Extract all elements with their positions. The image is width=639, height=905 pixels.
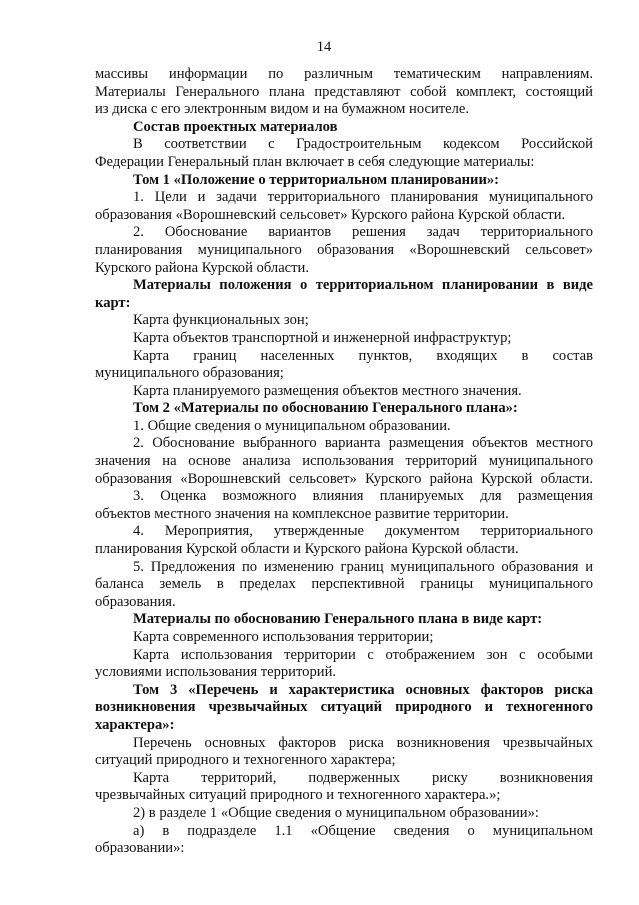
- text-line: образовании»:: [95, 840, 185, 857]
- page-number: 14: [316, 39, 332, 55]
- heading-line: характера»:: [95, 716, 175, 733]
- text-line: Карта планируемого размещения объектов местного значения.: [133, 382, 522, 399]
- heading-line: Материалы по обоснованию Генерального плана в виде карт:: [133, 611, 543, 628]
- text-line: образования «Ворошневский сельсовет» Курского района Курской области.: [95, 206, 566, 223]
- text-line: Перечень основных факторов риска возникновения чрезвычайных: [133, 734, 593, 751]
- text-line: а) в подразделе 1.1 «Общение сведения о муниципальном: [133, 822, 593, 839]
- heading-line: Материалы положения о территориальном планировании в виде: [133, 277, 593, 294]
- text-line: 1. Цели и задачи территориального планирования муниципального: [133, 189, 593, 206]
- heading-line: Том 3 «Перечень и характеристика основных факторов риска: [133, 681, 593, 698]
- text-line: образования «Ворошневский сельсовет» Курского района Курской области.: [95, 470, 593, 487]
- text-line: 2. Обоснование вариантов решения задач территориального: [133, 224, 593, 241]
- text-line: баланса земель в пределах перспективной границы муниципального: [95, 576, 593, 593]
- text-line: Карта использования территории с отображением зон с особыми: [133, 646, 593, 663]
- text-line: ситуаций природного и техногенного характера;: [95, 752, 396, 769]
- text-line: Курского района Курской области.: [95, 259, 309, 276]
- heading-line: карт:: [95, 294, 131, 311]
- text-line: Карта территорий, подверженных риску возникновения: [133, 769, 593, 786]
- text-line: Карта функциональных зон;: [133, 312, 309, 329]
- heading-line: Состав проектных материалов: [133, 118, 338, 135]
- heading-line: возникновения чрезвычайных ситуаций природного и техногенного: [95, 699, 593, 716]
- text-line: Карта границ населенных пунктов, входящих в состав: [133, 347, 593, 364]
- text-line: 2) в разделе 1 «Общие сведения о муниципальном образовании»:: [133, 804, 539, 821]
- text-line: Федерации Генеральный план включает в себя следующие материалы:: [95, 153, 535, 170]
- heading-line: Том 2 «Материалы по обоснованию Генерального плана»:: [133, 400, 518, 417]
- text-line: условиями использования территорий.: [95, 664, 337, 681]
- text-line: массивы информации по различным тематическим направлениям.: [95, 66, 593, 82]
- document-body: [95, 66, 593, 858]
- text-line: 3. Оценка возможного влияния планируемых для размещения: [133, 488, 593, 505]
- text-line: объектов местного значения на комплексное развитие территории.: [95, 505, 509, 522]
- text-line: 1. Общие сведения о муниципальном образовании.: [133, 417, 451, 434]
- text-line: значения на основе анализа использования территорий муниципального: [95, 453, 593, 470]
- text-line: из диска с его электронным видом и на бумажном носителе.: [95, 101, 470, 118]
- text-line: образования.: [95, 593, 176, 610]
- text-line: Карта объектов транспортной и инженерной инфраструктур;: [133, 329, 512, 346]
- text-line: чрезвычайных ситуаций природного и техногенного характера.»;: [95, 787, 501, 804]
- text-line: В соответствии с Градостроительным кодексом Российской: [133, 136, 593, 153]
- text-line: планирования муниципального образования «Ворошневский сельсовет»: [95, 241, 593, 258]
- heading-line: Том 1 «Положение о территориальном планировании»:: [133, 171, 500, 188]
- text-line: 2. Обоснование выбранного варианта размещения объектов местного: [133, 435, 593, 452]
- text-line: Карта современного использования территории;: [133, 629, 434, 645]
- text-line: Материалы Генерального плана представляют собой комплект, состоящий: [95, 83, 593, 100]
- text-line: планирования Курской области и Курского района Курской области.: [95, 541, 519, 558]
- text-line: муниципального образования;: [95, 365, 284, 382]
- text-line: 5. Предложения по изменению границ муниципального образования и: [133, 558, 593, 575]
- text-line: 4. Мероприятия, утвержденные документом территориального: [133, 523, 593, 540]
